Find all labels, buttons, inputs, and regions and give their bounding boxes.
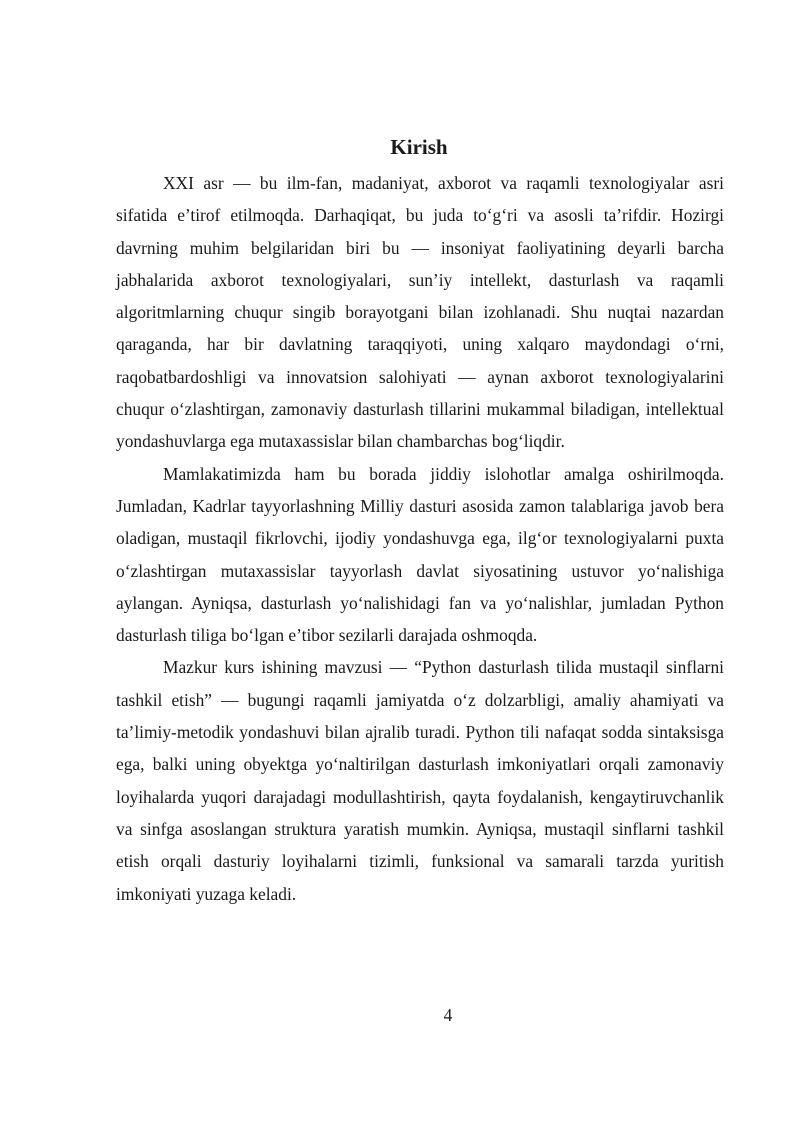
paragraph-3: Mazkur kurs ishining mavzusi — “Python dasturlash tilida mustaqil sinflarni tashkil etish” — bugungi raqamli jamiyatda o‘z dolzarbligi, amaliy ahamiyati va ta’limiy-metodik yondashuvi bilan ajralib turadi. Python tili nafaqat sodda sintaksisga ega, balki uning obyektga yo‘naltirilgan dasturlash imkoniyatlari orqali zamonaviy loyihalarda yuqori darajadagi modullashtirish, qayta foydalanish, kengaytiruvchanlik va sinfga asoslangan struktura yaratish mumkin. Ayniqsa, mustaqil sinflarni tashkil etish orqali dasturiy loyihalarni tizimli, funksional va samarali tarzda yuritish imkoniyati yuzaga keladi.: [116, 657, 724, 904]
paragraph-2: Mamlakatimizda ham bu borada jiddiy islohotlar amalga oshirilmoqda. Jumladan, Kadrlar tayyorlashning Milliy dasturi asosida zamon talablariga javob bera oladigan, mustaqil fikrlovchi, ijodiy yondashuvga ega, ilg‘or texnologiyalarni puxta o‘zlashtirgan mutaxassislar tayyorlash davlat siyosatining ustuvor yo‘nalishiga aylangan. Ayniqsa, dasturlash yo‘nalishidagi fan va yo‘nalishlar, jumladan Python dasturlash tiliga bo‘lgan e’tibor sezilarli darajada oshmoqda.: [116, 463, 724, 646]
paragraph-1: XXI asr — bu ilm-fan, madaniyat, axborot va raqamli texnologiyalar asri sifatida e’tirof etilmoqda. Darhaqiqat, bu juda to‘g‘ri va asosli ta’rifdir. Hozirgi davrning muhim belgilaridan biri bu — insoniyat faoliyatining deyarli barcha jabhalarida axborot texnologiyalari, sun’iy intellekt, dasturlash va raqamli algoritmlarning chuqur singib borayotgani bilan izohlanadi. Shu nuqtai nazardan qaraganda, har bir davlatning taraqqiyoti, uning xalqaro maydondagi o‘rni, raqobatbardoshligi va innovatsion salohiyati — aynan axborot texnologiyalarini chuqur o‘zlashtirgan, zamonaviy dasturlash tillarini mukammal biladigan, intellektual yondashuvlarga ega mutaxassislar bilan chambarchas bog‘liqdir.: [116, 173, 724, 452]
page-number: 4: [443, 1005, 453, 1025]
body-text: [116, 167, 724, 910]
section-title: Kirish: [390, 135, 448, 159]
